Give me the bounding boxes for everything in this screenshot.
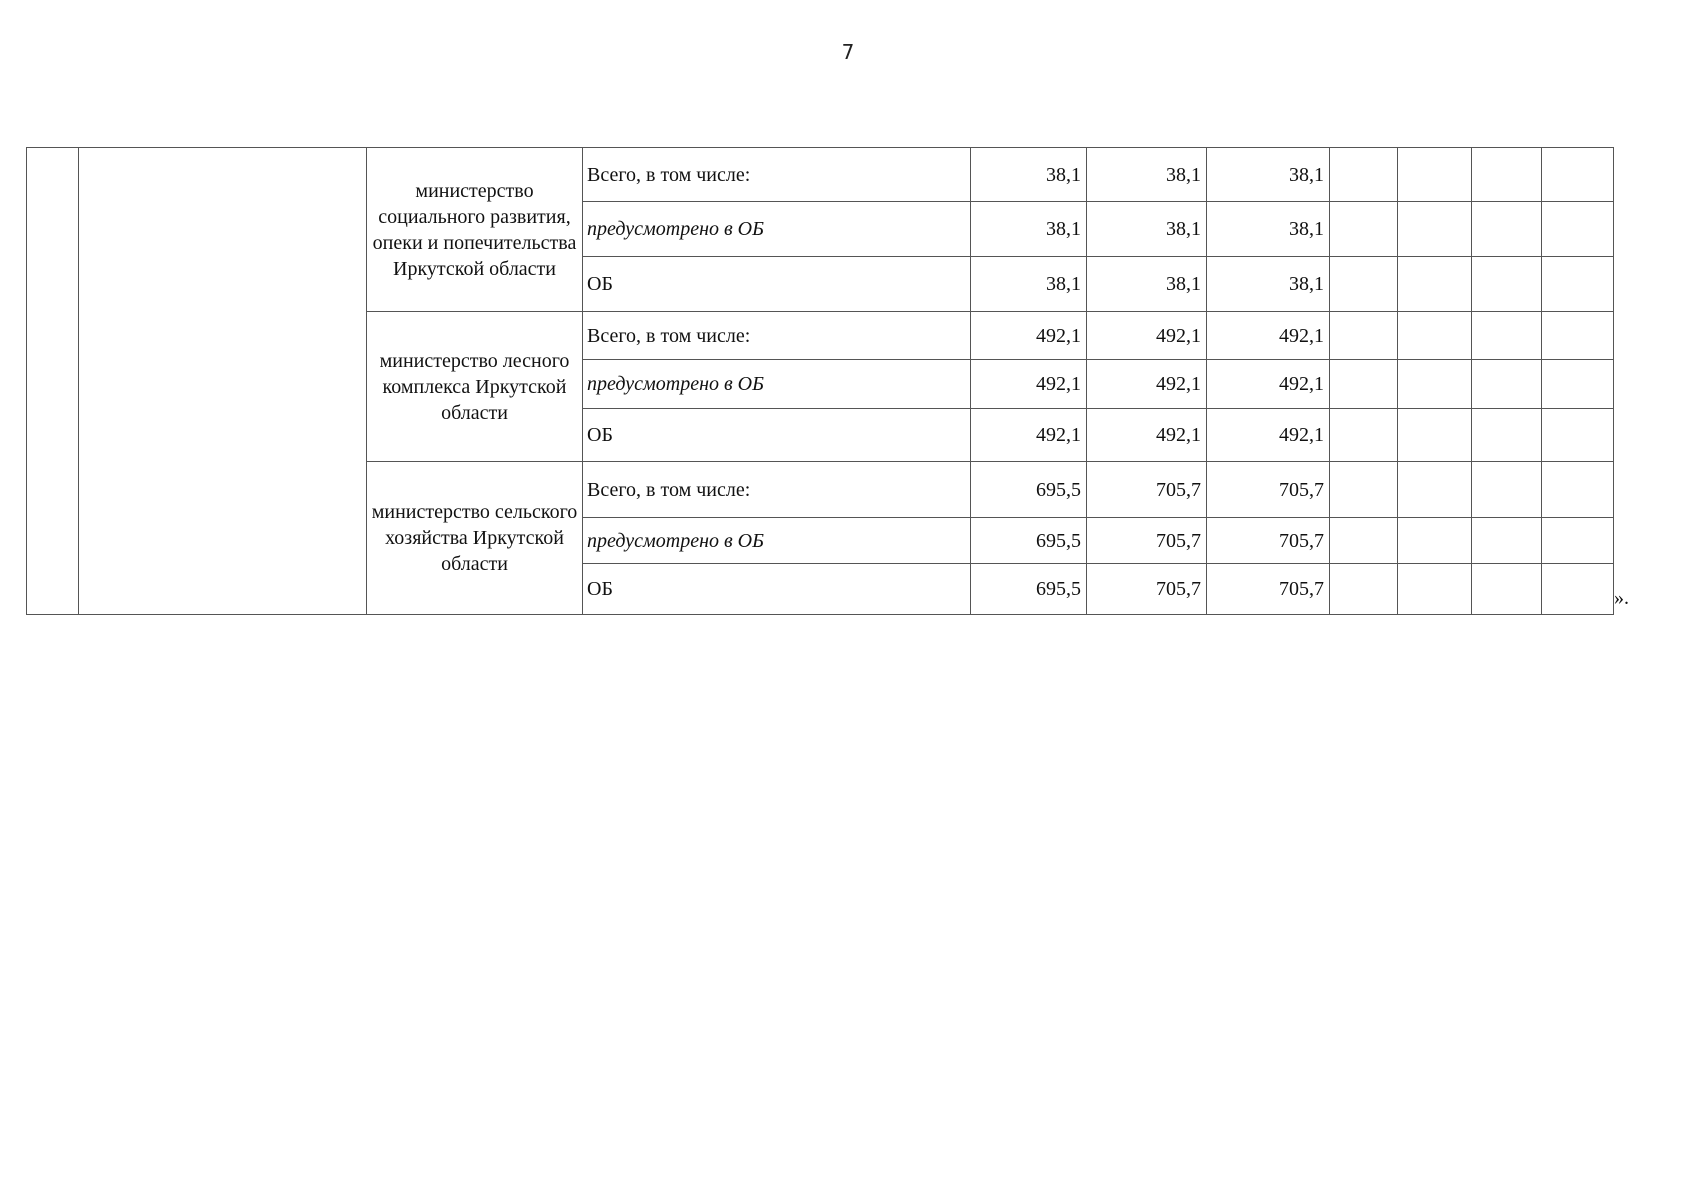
value-year-1: 492,1 bbox=[971, 409, 1087, 462]
empty-cell bbox=[1330, 518, 1398, 564]
empty-cell bbox=[1398, 518, 1472, 564]
row-label: предусмотрено в ОБ bbox=[583, 518, 971, 564]
row-label: предусмотрено в ОБ bbox=[583, 202, 971, 257]
value-year-1: 38,1 bbox=[971, 202, 1087, 257]
empty-cell bbox=[1330, 257, 1398, 312]
empty-cell bbox=[1542, 360, 1614, 409]
empty-cell bbox=[1398, 409, 1472, 462]
value-year-2: 38,1 bbox=[1087, 148, 1207, 202]
value-year-3: 705,7 bbox=[1207, 462, 1330, 518]
value-year-1: 492,1 bbox=[971, 360, 1087, 409]
organization-cell: министерство социального развития, опеки и попечительства Иркутской области bbox=[367, 148, 583, 312]
row-label: ОБ bbox=[583, 409, 971, 462]
empty-cell bbox=[1330, 409, 1398, 462]
empty-cell bbox=[1472, 360, 1542, 409]
empty-cell bbox=[1330, 564, 1398, 615]
empty-cell bbox=[1542, 518, 1614, 564]
empty-cell bbox=[1398, 202, 1472, 257]
page-number: 7 bbox=[841, 40, 855, 64]
table-row bbox=[27, 148, 1614, 202]
value-year-2: 38,1 bbox=[1087, 257, 1207, 312]
empty-cell bbox=[1542, 202, 1614, 257]
empty-cell bbox=[1542, 462, 1614, 518]
empty-cell bbox=[1542, 257, 1614, 312]
row-label: ОБ bbox=[583, 564, 971, 615]
program-column-cell bbox=[79, 148, 367, 615]
value-year-3: 38,1 bbox=[1207, 257, 1330, 312]
value-year-3: 705,7 bbox=[1207, 518, 1330, 564]
organization-cell: министерство лесного комплекса Иркутской области bbox=[367, 312, 583, 462]
index-column-cell bbox=[27, 148, 79, 615]
value-year-1: 695,5 bbox=[971, 462, 1087, 518]
empty-cell bbox=[1398, 564, 1472, 615]
value-year-3: 492,1 bbox=[1207, 409, 1330, 462]
row-label: ОБ bbox=[583, 257, 971, 312]
value-year-2: 492,1 bbox=[1087, 409, 1207, 462]
value-year-2: 492,1 bbox=[1087, 360, 1207, 409]
empty-cell bbox=[1330, 148, 1398, 202]
empty-cell bbox=[1472, 462, 1542, 518]
value-year-1: 695,5 bbox=[971, 518, 1087, 564]
organization-cell: министерство сельского хозяйства Иркутской области bbox=[367, 462, 583, 615]
value-year-2: 705,7 bbox=[1087, 462, 1207, 518]
closing-quote-mark: ». bbox=[1614, 587, 1629, 609]
value-year-1: 38,1 bbox=[971, 257, 1087, 312]
empty-cell bbox=[1330, 202, 1398, 257]
empty-cell bbox=[1472, 202, 1542, 257]
value-year-1: 695,5 bbox=[971, 564, 1087, 615]
value-year-3: 492,1 bbox=[1207, 360, 1330, 409]
empty-cell bbox=[1542, 312, 1614, 360]
empty-cell bbox=[1330, 462, 1398, 518]
value-year-1: 38,1 bbox=[971, 148, 1087, 202]
value-year-2: 492,1 bbox=[1087, 312, 1207, 360]
value-year-1: 492,1 bbox=[971, 312, 1087, 360]
empty-cell bbox=[1398, 312, 1472, 360]
row-label: Всего, в том числе: bbox=[583, 462, 971, 518]
empty-cell bbox=[1472, 564, 1542, 615]
empty-cell bbox=[1330, 360, 1398, 409]
row-label: Всего, в том числе: bbox=[583, 148, 971, 202]
row-label: Всего, в том числе: bbox=[583, 312, 971, 360]
empty-cell bbox=[1398, 360, 1472, 409]
budget-table bbox=[26, 147, 1614, 615]
empty-cell bbox=[1472, 409, 1542, 462]
row-label: предусмотрено в ОБ bbox=[583, 360, 971, 409]
empty-cell bbox=[1542, 409, 1614, 462]
empty-cell bbox=[1542, 564, 1614, 615]
empty-cell bbox=[1472, 257, 1542, 312]
empty-cell bbox=[1398, 148, 1472, 202]
empty-cell bbox=[1472, 148, 1542, 202]
value-year-3: 705,7 bbox=[1207, 564, 1330, 615]
empty-cell bbox=[1472, 518, 1542, 564]
value-year-2: 38,1 bbox=[1087, 202, 1207, 257]
value-year-2: 705,7 bbox=[1087, 564, 1207, 615]
empty-cell bbox=[1398, 257, 1472, 312]
value-year-3: 38,1 bbox=[1207, 148, 1330, 202]
value-year-3: 492,1 bbox=[1207, 312, 1330, 360]
empty-cell bbox=[1542, 148, 1614, 202]
empty-cell bbox=[1330, 312, 1398, 360]
value-year-3: 38,1 bbox=[1207, 202, 1330, 257]
value-year-2: 705,7 bbox=[1087, 518, 1207, 564]
empty-cell bbox=[1398, 462, 1472, 518]
empty-cell bbox=[1472, 312, 1542, 360]
